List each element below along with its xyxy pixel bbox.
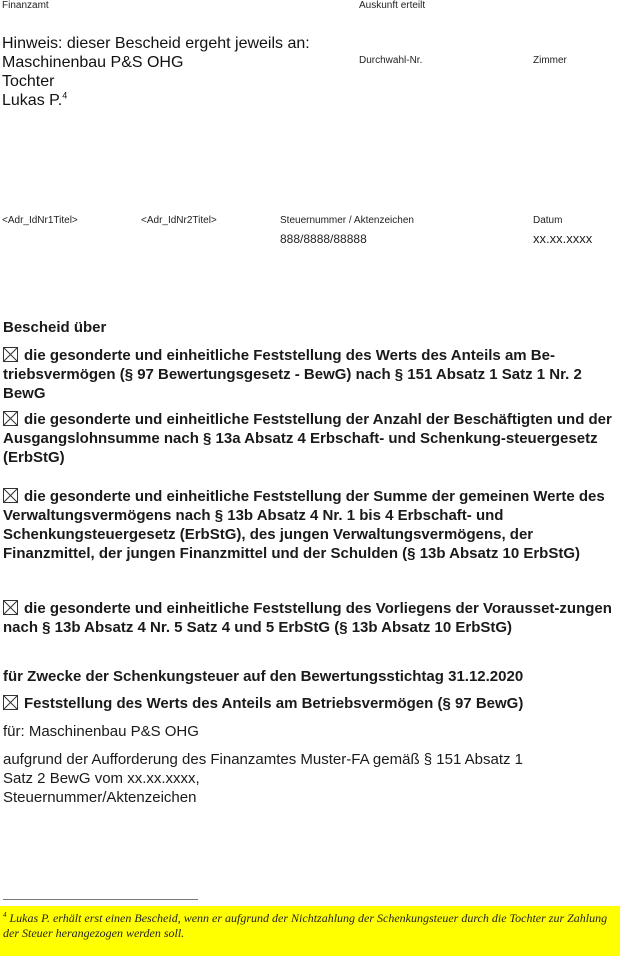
- steuernummer-label: Steuernummer / Aktenzeichen: [280, 215, 414, 226]
- address-line-hinweis: Hinweis: dieser Bescheid ergeht jeweils an:: [2, 35, 310, 52]
- aufgrund-line-1: aufgrund der Aufforderung des Finanzamtes Muster-FA gemäß § 151 Absatz 1: [3, 751, 524, 768]
- bescheid-item-2: [3, 410, 618, 467]
- steuernummer-value: 888/8888/88888: [280, 232, 367, 246]
- feststellung-text: Feststellung des Werts des Anteils am Betriebsvermögen (§ 97 BewG): [24, 695, 524, 712]
- datum-value: xx.xx.xxxx: [533, 231, 593, 246]
- bescheid-item-1: [3, 346, 618, 403]
- feststellung-item: [3, 694, 618, 713]
- idnr2-placeholder: <Adr_IdNr2Titel>: [141, 215, 217, 226]
- aufgrund-block: [3, 750, 523, 807]
- bescheid-item-3-text: die gesonderte und einheitliche Feststellung der Summe der gemeinen Werte des Verwaltungsvermögens nach § 13b Absatz 4 Nr. 1 bis 4 Erbschaft- und Schenkungsteuergesetz (ErbStG), des jungen Verwaltungsvermögens, der Finanzmittel, der jungen Finanzmittel und der Schulden (§ 13b Absatz 10 ErbStG): [3, 488, 605, 562]
- datum-label: Datum: [533, 215, 563, 226]
- bescheid-item-4: [3, 599, 618, 637]
- durchwahl-label: Durchwahl-Nr.: [359, 55, 423, 66]
- bescheid-item-2-text: die gesonderte und einheitliche Feststellung der Anzahl der Beschäftigten und der Ausgangslohnsumme nach § 13a Absatz 4 Erbschaft- und Schenkung-steuergesetz (ErbStG): [3, 411, 612, 466]
- footnote-ref[interactable]: 4: [62, 90, 68, 101]
- zimmer-label: Zimmer: [533, 55, 567, 66]
- aufgrund-line-2: Satz 2 BewG vom xx.xx.xxxx,: [3, 770, 200, 787]
- auskunft-label: Auskunft erteilt: [359, 0, 426, 11]
- footnote-number: 4: [3, 911, 7, 919]
- footnote: [0, 906, 620, 956]
- fuer-line: für: Maschinenbau P&S OHG: [3, 723, 199, 740]
- address-block: [2, 34, 310, 110]
- footnote-separator: [3, 899, 198, 900]
- checkbox-checked[interactable]: [3, 347, 18, 362]
- address-lukas-name: Lukas P.: [2, 92, 63, 109]
- footnote-text: Lukas P. erhält erst einen Bescheid, wenn er aufgrund der Nichtzahlung der Schenkungsteuer durch die Tochter zur Zahlung der Steuer herangezogen werden soll.: [3, 911, 608, 940]
- bescheid-title: Bescheid über: [3, 319, 107, 336]
- purpose-line: für Zwecke der Schenkungsteuer auf den Bewertungsstichtag 31.12.2020: [3, 668, 524, 685]
- address-line-company: Maschinenbau P&S OHG: [2, 54, 184, 71]
- bescheid-item-3: [3, 487, 618, 563]
- bescheid-item-4-text: die gesonderte und einheitliche Feststellung des Vorliegens der Vorausset-zungen nach § 13b Absatz 4 Nr. 5 Satz 4 und 5 ErbStG (§ 13b Absatz 10 ErbStG): [3, 600, 612, 636]
- finanzamt-label: Finanzamt: [2, 0, 49, 11]
- checkbox-checked[interactable]: [3, 600, 18, 615]
- address-line-lukas: [2, 91, 310, 110]
- idnr1-placeholder: <Adr_IdNr1Titel>: [2, 215, 78, 226]
- address-line-tochter: Tochter: [2, 73, 55, 90]
- bescheid-item-1-text: die gesonderte und einheitliche Feststellung des Werts des Anteils am Be-triebsvermögen (§ 97 Bewertungsgesetz - BewG) nach § 151 Absatz 1 Satz 1 Nr. 2 BewG: [3, 347, 582, 402]
- checkbox-checked[interactable]: [3, 695, 18, 710]
- checkbox-checked[interactable]: [3, 411, 18, 426]
- aufgrund-line-3: Steuernummer/Aktenzeichen: [3, 789, 197, 806]
- checkbox-checked[interactable]: [3, 488, 18, 503]
